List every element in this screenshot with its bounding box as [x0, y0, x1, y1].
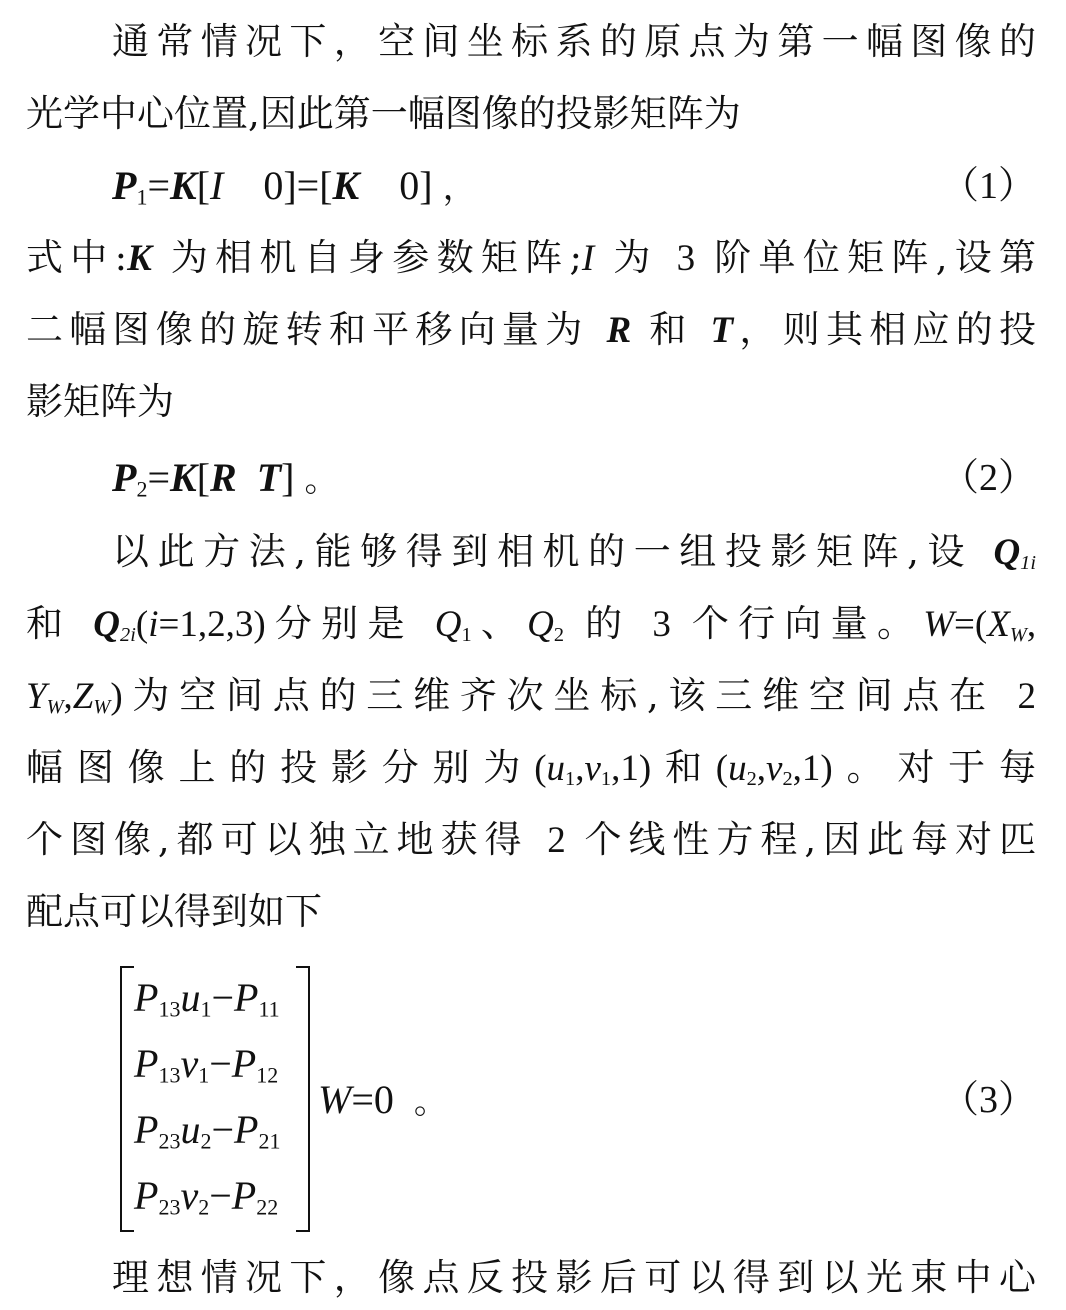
- eq1-P-sub: 1: [136, 184, 148, 210]
- p3-sep: 、: [471, 602, 528, 645]
- eq2-equals: =: [147, 455, 170, 500]
- m3-b-sub: 2: [200, 1128, 212, 1154]
- paragraph-3-line-3: [26, 670, 1036, 722]
- eq2-T: T: [256, 455, 282, 500]
- m4-b: v: [180, 1173, 199, 1218]
- p3-v1: v: [584, 748, 601, 789]
- m4-a-sub: 23: [158, 1194, 181, 1220]
- eq1-P: P: [112, 163, 137, 208]
- p2-I: I: [581, 238, 595, 279]
- m1-a: P: [134, 975, 159, 1020]
- eq2-R: R: [210, 455, 237, 500]
- m4-c: P: [231, 1173, 257, 1218]
- paragraph-4-line-1: 理想情况下，像点反投影后可以得到以光束中心: [112, 1256, 1036, 1299]
- m2-a-sub: 13: [158, 1062, 181, 1088]
- p3-v2: v: [766, 748, 783, 789]
- p3-l1-text: 以此方法,能够得到相机的一组投影矩阵,设: [112, 530, 974, 573]
- p3-v1-sub: 1: [600, 768, 612, 791]
- p3-l5-prefix: 个图像,都可以独立地获得: [26, 818, 529, 861]
- eq1-lbracket: [: [196, 163, 211, 208]
- p2-three: 3: [676, 238, 696, 279]
- paragraph-3-line-2: [26, 598, 1036, 650]
- p3-mid2: 的: [585, 602, 632, 645]
- equation-1-number: （1）: [940, 165, 1036, 207]
- eq1-K: K: [170, 163, 197, 208]
- p3-Y: Y: [26, 676, 47, 717]
- eq3-period: 。: [413, 1082, 448, 1122]
- p3-comma2: ,: [63, 676, 73, 717]
- eq1-zero-1: 0: [263, 163, 284, 208]
- m2-op: −: [209, 1041, 232, 1086]
- eq2-K: K: [170, 455, 197, 500]
- p3-l4-text: 幅图像上的投影分别为: [26, 746, 535, 789]
- m1-op: −: [211, 975, 234, 1020]
- p3-c2: ,: [756, 748, 767, 789]
- eq3-equals-zero: =0: [351, 1077, 394, 1122]
- p3-l5-end: 个线性方程,因此每对匹: [584, 818, 1036, 861]
- p3-Y-sub: W: [46, 696, 64, 719]
- eq2-lbracket: [: [196, 455, 211, 500]
- matrix-row-1: [134, 968, 280, 1028]
- p2-R: R: [606, 310, 632, 351]
- m3-a: P: [134, 1107, 159, 1152]
- m3-op: −: [211, 1107, 234, 1152]
- matrix-row-2: [134, 1034, 278, 1094]
- p2-l2-prefix: 二幅图像的旋转和平移向量为: [26, 308, 589, 351]
- eq1-comma: ，: [442, 168, 477, 208]
- m1-b: u: [180, 975, 201, 1020]
- p3-l4-end: 。对于每: [832, 746, 1036, 789]
- m3-a-sub: 23: [158, 1128, 181, 1154]
- p2-K: K: [127, 238, 152, 279]
- m2-c: P: [231, 1041, 257, 1086]
- paragraph-3-line-6: 配点可以得到如下: [26, 890, 322, 933]
- paragraph-2-line-1: [26, 232, 1036, 284]
- p2-end: 阶单位矩阵,设第: [714, 236, 1036, 279]
- p3-three: 3: [652, 604, 671, 645]
- p3-l3-text: 为空间点的三维齐次坐标,该三维空间点在: [122, 674, 996, 717]
- p3-and: 和: [26, 602, 73, 645]
- eq1-rbracket: ]: [419, 163, 433, 208]
- p2-T: T: [710, 310, 734, 351]
- p3-paren-vals: =1,2,3): [158, 604, 266, 645]
- eq1-rbracket-eq: ]=[: [283, 163, 333, 208]
- equation-2: [112, 452, 338, 504]
- p3-one1: ,1): [611, 748, 652, 789]
- m3-c: P: [234, 1107, 259, 1152]
- matrix-row-3: [134, 1100, 280, 1160]
- p3-comma: ,: [1026, 604, 1036, 645]
- p3-mid3: 个行向量。: [691, 602, 924, 645]
- matrix-right-bracket: [296, 966, 310, 1232]
- eq1-K-2: K: [332, 163, 360, 208]
- p3-X-sub: W: [1009, 624, 1027, 647]
- p2-mid-1: 为相机自身参数矩阵;: [170, 236, 582, 279]
- m1-a-sub: 13: [158, 996, 181, 1022]
- p3-two-b: 2: [547, 820, 566, 861]
- paragraph-2-line-2: [26, 304, 1036, 356]
- eq2-P-sub: 2: [136, 476, 148, 502]
- p3-Z-sub: W: [93, 696, 111, 719]
- p3-Q2i: Q: [93, 604, 121, 645]
- m4-a: P: [134, 1173, 159, 1218]
- eq2-P: P: [112, 455, 137, 500]
- m2-b: v: [180, 1041, 199, 1086]
- m2-c-sub: 12: [256, 1062, 279, 1088]
- m4-b-sub: 2: [198, 1194, 210, 1220]
- p3-Q1-sub: 1: [461, 624, 472, 647]
- p3-mid: 分别是: [265, 602, 414, 645]
- equation-1: [112, 160, 477, 212]
- p3-u2: u: [728, 748, 747, 789]
- p3-Q2: Q: [527, 604, 554, 645]
- p3-u1: u: [546, 748, 566, 789]
- p2-prefix: 式中:: [26, 236, 128, 279]
- m3-b: u: [180, 1107, 201, 1152]
- p3-Q2i-sub: 2i: [120, 624, 136, 647]
- eq2-period: 。: [304, 460, 339, 500]
- p3-W: W: [923, 604, 955, 645]
- matrix-left-bracket: [120, 966, 134, 1232]
- m2-b-sub: 1: [198, 1062, 210, 1088]
- eq1-I: I: [210, 163, 224, 208]
- p3-u2-sub: 2: [746, 768, 757, 791]
- m1-c-sub: 11: [258, 996, 280, 1022]
- m1-c: P: [234, 975, 259, 1020]
- p3-one2: ,1): [792, 748, 833, 789]
- paragraph-3-line-4: [26, 742, 1036, 794]
- paragraph-1-line-2: 光学中心位置,因此第一幅图像的投影矩阵为: [26, 92, 741, 135]
- p3-paren-open: (: [135, 604, 149, 645]
- p3-i: i: [148, 604, 159, 645]
- paragraph-2-line-3: 影矩阵为: [26, 380, 174, 423]
- p3-paren-close: ): [110, 676, 123, 717]
- p3-and2: 和: [651, 746, 716, 789]
- m2-a: P: [134, 1041, 159, 1086]
- m4-op: −: [209, 1173, 232, 1218]
- p3-Z: Z: [72, 676, 94, 717]
- p2-l2-end: ，则其相应的投: [733, 308, 1036, 351]
- m4-c-sub: 22: [256, 1194, 279, 1220]
- p3-Q1i-sub: 1i: [1020, 552, 1036, 575]
- p3-u2-open: (: [715, 748, 729, 789]
- m3-c-sub: 21: [258, 1128, 281, 1154]
- p3-Q2-sub: 2: [553, 624, 565, 647]
- p3-c1: ,: [575, 748, 585, 789]
- matrix-row-4: [134, 1166, 278, 1226]
- eq1-equals: =: [147, 163, 170, 208]
- p3-v2-sub: 2: [782, 768, 793, 791]
- equation-3-matrix: [120, 966, 310, 1230]
- p3-X: X: [987, 604, 1010, 645]
- p3-two: 2: [1017, 676, 1036, 717]
- eq2-rbracket: ]: [281, 455, 295, 500]
- paragraph-3-line-1: [112, 526, 1036, 578]
- paragraph-1-line-1: 通常情况下，空间坐标系的原点为第一幅图像的: [112, 20, 1036, 63]
- m1-b-sub: 1: [200, 996, 212, 1022]
- p3-Q1: Q: [434, 604, 462, 645]
- equation-2-number: （2）: [940, 457, 1036, 499]
- equation-3-number: （3）: [940, 1079, 1036, 1121]
- paragraph-3-line-5: [26, 814, 1036, 866]
- p2-and: 和: [649, 308, 693, 351]
- p3-eq: =(: [954, 604, 988, 645]
- p2-mid-2: 为: [613, 236, 658, 279]
- eq3-W: W: [318, 1077, 352, 1122]
- eq1-zero-2: 0: [399, 163, 420, 208]
- p3-Q1i: Q: [993, 532, 1021, 573]
- p3-u1-open: (: [534, 748, 547, 789]
- p3-u1-sub: 1: [565, 768, 576, 791]
- equation-3-rhs: [318, 1074, 448, 1126]
